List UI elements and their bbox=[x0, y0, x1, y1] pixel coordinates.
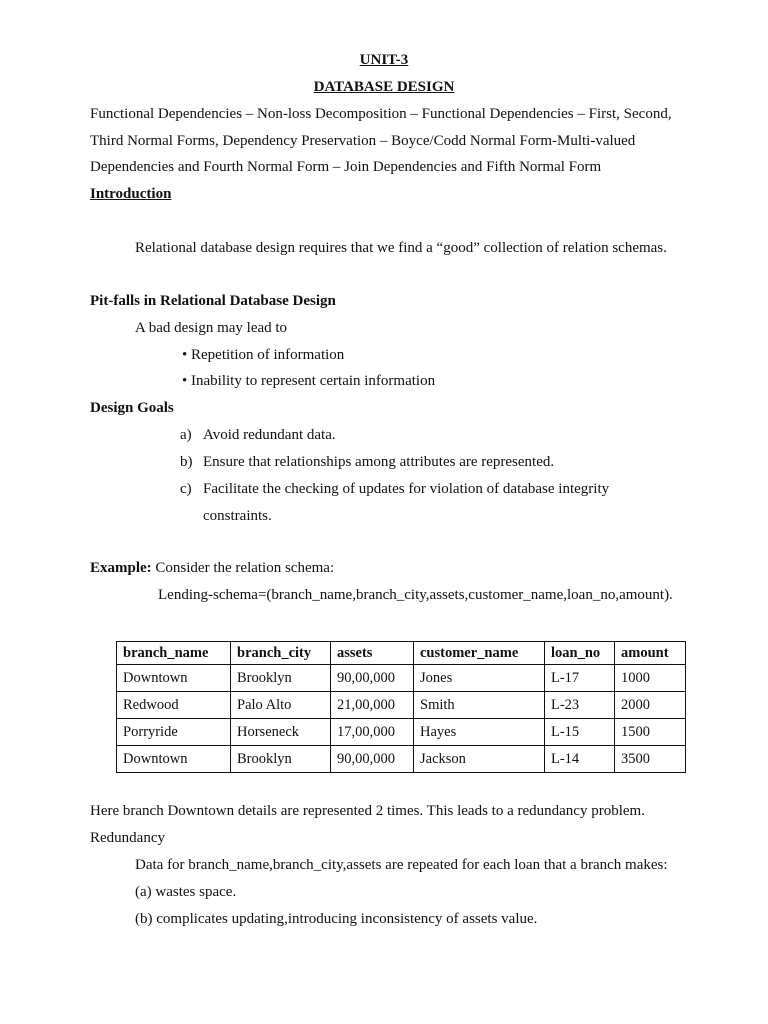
table-header-cell: branch_name bbox=[117, 642, 231, 665]
table-cell: Palo Alto bbox=[231, 692, 331, 719]
page-title: DATABASE DESIGN bbox=[313, 79, 455, 95]
table-row bbox=[117, 746, 686, 773]
table-header-cell: assets bbox=[331, 642, 414, 665]
table-cell: Downtown bbox=[117, 746, 231, 773]
table-cell: 1500 bbox=[615, 719, 686, 746]
example-schema: Lending-schema=(branch_name,branch_city,assets,customer_name,loan_no,amount). bbox=[158, 587, 673, 603]
pitfalls-heading: Pit-falls in Relational Database Design bbox=[90, 293, 336, 309]
table-header-cell: customer_name bbox=[414, 642, 545, 665]
goal-text: Ensure that relationships among attributes are represented. bbox=[203, 454, 555, 470]
table-cell: 21,00,000 bbox=[331, 692, 414, 719]
table-cell: L-15 bbox=[545, 719, 615, 746]
redundancy-note: Here branch Downtown details are represented 2 times. This leads to a redundancy problem. bbox=[90, 803, 645, 819]
table-cell: Porryride bbox=[117, 719, 231, 746]
example-text: Consider the relation schema: bbox=[151, 560, 335, 576]
introduction-text: Relational database design requires that we find a “good” collection of relation schemas. bbox=[135, 240, 667, 256]
table-cell: 90,00,000 bbox=[331, 746, 414, 773]
unit-heading: UNIT-3 bbox=[359, 52, 409, 68]
table-cell: Horseneck bbox=[231, 719, 331, 746]
table-cell: Jones bbox=[414, 665, 545, 692]
table-cell: 90,00,000 bbox=[331, 665, 414, 692]
redundancy-text: Data for branch_name,branch_city,assets are repeated for each loan that a branch makes: bbox=[135, 857, 668, 873]
example-label: Example: bbox=[90, 560, 152, 576]
syllabus-line: Third Normal Forms, Dependency Preservation – Boyce/Codd Normal Form-Multi-valued bbox=[90, 133, 636, 149]
table-header-cell: amount bbox=[615, 642, 686, 665]
table-header-row bbox=[117, 642, 686, 665]
goal-text: Facilitate the checking of updates for violation of database integrity bbox=[203, 481, 610, 497]
table-cell: 2000 bbox=[615, 692, 686, 719]
example-line bbox=[90, 560, 334, 577]
goal-text: Avoid redundant data. bbox=[203, 427, 336, 443]
redundancy-point: (b) complicates updating,introducing inconsistency of assets value. bbox=[135, 911, 538, 927]
redundancy-point: (a) wastes space. bbox=[135, 884, 237, 900]
table-cell: L-17 bbox=[545, 665, 615, 692]
table-cell: Brooklyn bbox=[231, 746, 331, 773]
pitfall-bullet: • Repetition of information bbox=[182, 347, 345, 363]
table-cell: Smith bbox=[414, 692, 545, 719]
table-header-cell: branch_city bbox=[231, 642, 331, 665]
goal-marker: c) bbox=[180, 481, 192, 497]
pitfall-bullet: • Inability to represent certain information bbox=[182, 373, 436, 389]
syllabus-line: Functional Dependencies – Non-loss Decomposition – Functional Dependencies – First, Second, bbox=[90, 106, 672, 122]
table-cell: Jackson bbox=[414, 746, 545, 773]
goal-marker: a) bbox=[180, 427, 192, 443]
table-header-cell: loan_no bbox=[545, 642, 615, 665]
introduction-heading: Introduction bbox=[90, 186, 172, 202]
table-cell: Brooklyn bbox=[231, 665, 331, 692]
syllabus-line: Dependencies and Fourth Normal Form – Join Dependencies and Fifth Normal Form bbox=[90, 159, 602, 175]
table-cell: Downtown bbox=[117, 665, 231, 692]
goal-continuation: constraints. bbox=[203, 508, 272, 524]
table-cell: 17,00,000 bbox=[331, 719, 414, 746]
goal-marker: b) bbox=[180, 454, 193, 470]
pitfalls-lead: A bad design may lead to bbox=[135, 320, 288, 336]
table-row bbox=[117, 719, 686, 746]
table-cell: L-14 bbox=[545, 746, 615, 773]
table-cell: Redwood bbox=[117, 692, 231, 719]
table-row bbox=[117, 692, 686, 719]
table-cell: 1000 bbox=[615, 665, 686, 692]
table-row bbox=[117, 665, 686, 692]
table-cell: Hayes bbox=[414, 719, 545, 746]
lending-table bbox=[116, 641, 686, 773]
table-cell: L-23 bbox=[545, 692, 615, 719]
table-cell: 3500 bbox=[615, 746, 686, 773]
redundancy-heading: Redundancy bbox=[90, 830, 165, 846]
design-goals-heading: Design Goals bbox=[90, 400, 174, 416]
